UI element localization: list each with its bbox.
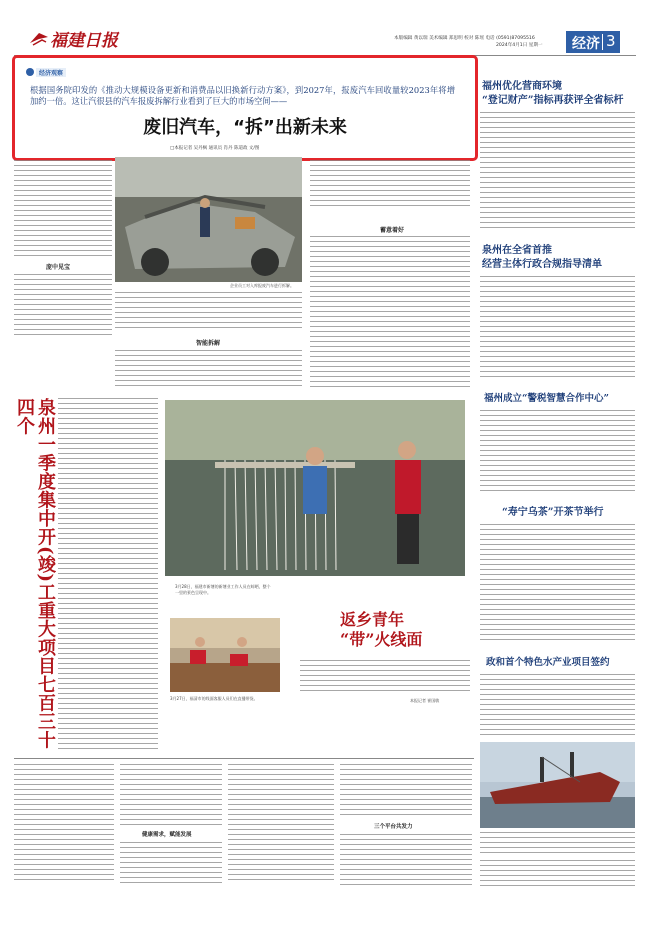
masthead-date: 2024年4月1日 星期一 [496, 43, 543, 48]
economy-watch-tag [26, 67, 66, 77]
page-number: 3 [606, 32, 616, 50]
lead-subhead-1: 庞中见宝 [46, 264, 71, 271]
lead-body-col2b [115, 350, 302, 390]
livestream-photo-caption: 3月27日，福清市的线面客服人员们在直播带货。 [170, 696, 258, 701]
lead-body-col3b [310, 236, 470, 388]
sidebar-headline-2: 泉州在全省首推 经营主体行政合规指导清单 [482, 245, 602, 270]
quanzhou-headline: 泉州一季度集中开(竣)工重大项目七百三十四个 [14, 398, 56, 750]
bottom-subhead-2: 三个平台共发力 [374, 824, 413, 830]
lead-headline: 废旧汽车，“拆”出新未来 [143, 117, 347, 138]
lead-body-col3 [310, 160, 470, 208]
youth-intro [300, 660, 470, 694]
lead-body-col1 [14, 160, 112, 260]
lead-intro: 根据国务院印发的《推动大规模设备更新和消费品以旧换新行动方案》，到2027年，报废汽车回收量较2023年将增加约一倍。这让汽很县的汽车报废拆解行业看到了巨大的市场空间—— [30, 85, 455, 106]
lead-photo [115, 157, 302, 282]
section-divider [14, 758, 474, 759]
lead-photo-caption: 企业员工对入库报废汽车进行拆解。 [230, 283, 294, 288]
section-badge [566, 31, 620, 53]
lead-byline: □本报记者 吴丹枫 通讯员 肖丹 陈道政 文/图 [170, 146, 260, 151]
quanzhou-body [58, 398, 158, 752]
noodle-photo [165, 400, 465, 576]
ship-caption [480, 832, 635, 854]
bottom-body-col3 [228, 764, 334, 884]
youth-byline: 本报记者 崔国敏 [410, 698, 440, 703]
noodle-photo-caption: 3月28日，福建市新塘的新塘业工作人员在晾晒，整个一里的景色呈现中。 [175, 584, 271, 595]
newspaper-logo-icon [30, 33, 48, 47]
bottom-body-col4b [340, 834, 472, 886]
sidebar-body-3 [480, 410, 635, 494]
newspaper-logo: 福建日报 [50, 31, 118, 51]
livestream-photo [170, 618, 280, 692]
sidebar-body-2 [480, 276, 635, 380]
bottom-body-col2 [120, 764, 222, 826]
masthead-editors: 本版编辑 黄以瑞 美术编辑 郑思明 校对 陈瑶 电话 (0591)87095516 [394, 36, 535, 41]
sidebar-body-5 [480, 674, 635, 738]
sidebar-body-1 [480, 112, 635, 232]
tag-icon [26, 68, 34, 76]
bottom-subhead-1: 健康需求，赋能发展 [142, 832, 192, 838]
bottom-body-col2b [120, 842, 222, 886]
sidebar-body-6 [480, 860, 635, 888]
lead-body-col1b [14, 274, 112, 338]
sidebar-headline-1: 福州优化营商环境 “登记财产”指标再获评全省标杆 [482, 81, 624, 106]
youth-headline: 返乡青年 “带”火线面 [340, 610, 423, 649]
bottom-body-col4 [340, 764, 472, 818]
sidebar-headline-4: “寿宁乌茶”开茶节举行 [502, 507, 604, 518]
ship-photo [480, 742, 635, 828]
masthead [14, 29, 636, 56]
lead-body-col2 [115, 292, 302, 332]
economy-watch-label: 经济观察 [36, 68, 66, 77]
lead-subhead-2: 智能拆解 [196, 340, 221, 347]
bottom-body-col1 [14, 764, 114, 884]
section-name: 经济 [572, 36, 600, 52]
lead-subhead-3: 蓄意着好 [380, 227, 405, 234]
sidebar-headline-3: 福州成立“警税智慧合作中心” [484, 393, 609, 404]
sidebar-body-4 [480, 524, 635, 642]
sidebar-headline-5: 政和首个特色水产业项目签约 [486, 657, 610, 668]
